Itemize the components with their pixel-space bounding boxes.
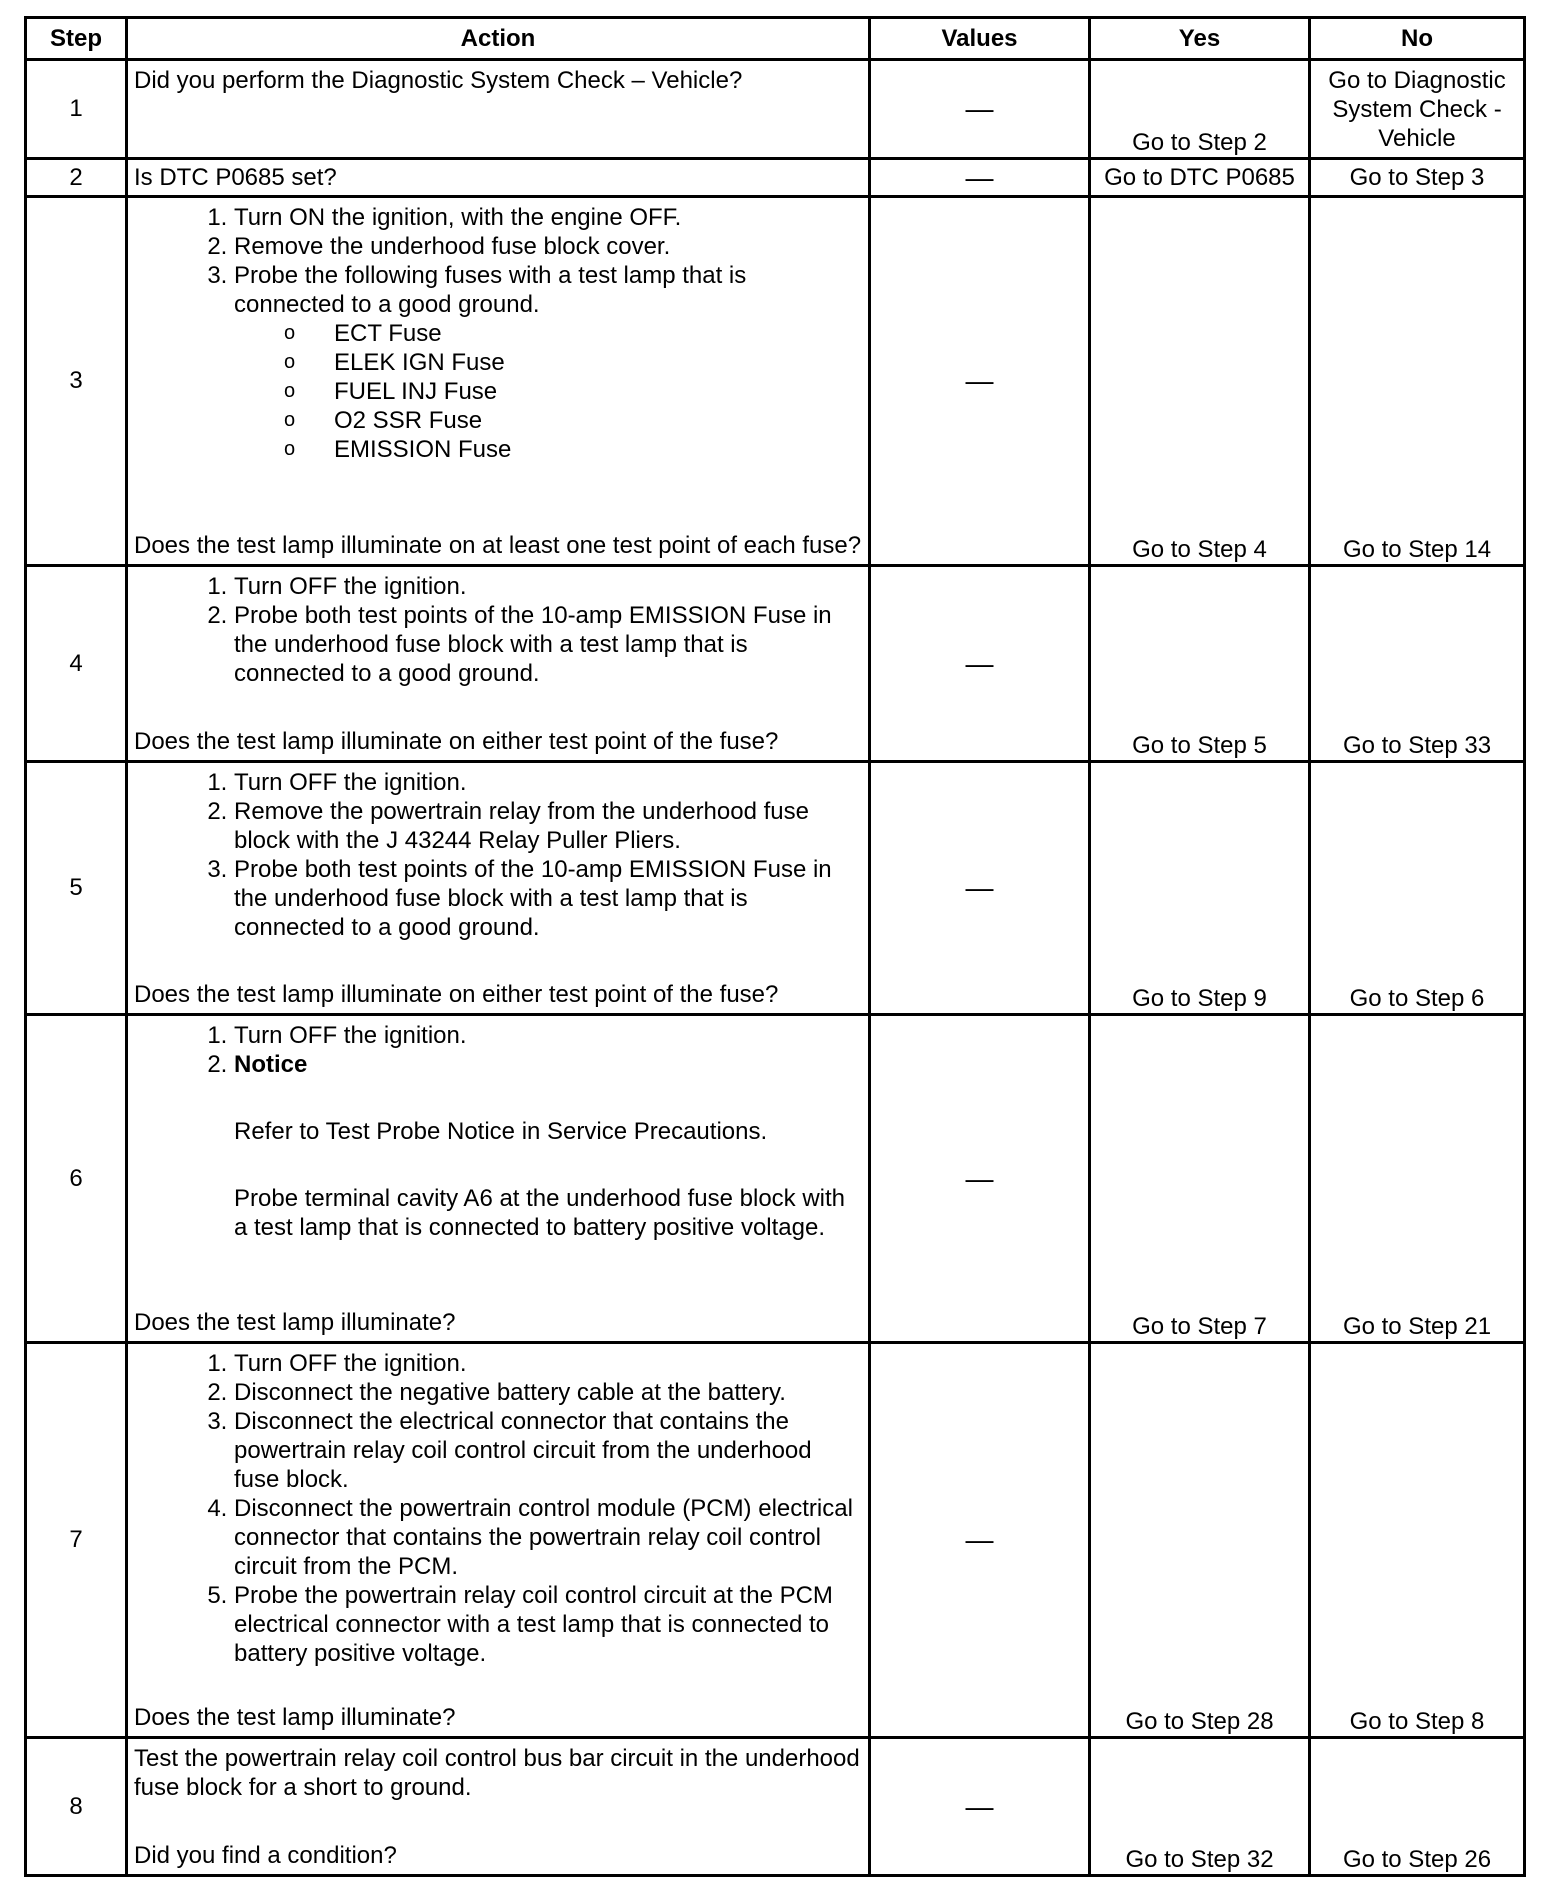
procedure-step: 4. Disconnect the powertrain control module (PCM) electrical connector that contains the powertrain relay coil control circuit from the PCM. (234, 1494, 862, 1581)
question-text: Does the test lamp illuminate on either test point of the fuse? (134, 728, 779, 755)
table-row-step-7 (26, 1343, 1525, 1738)
yes-cell: Go to Step 28 (1090, 1343, 1310, 1738)
values-cell: — (870, 1015, 1090, 1343)
no-cell: Go to Step 3 (1310, 159, 1525, 197)
no-cell: Go to Step 33 (1310, 566, 1525, 762)
step-number: 8 (26, 1738, 127, 1876)
fuse-name: FUEL INJ Fuse (334, 378, 498, 405)
procedure-step: 2. Remove the underhood fuse block cover. (234, 232, 862, 261)
fuse-item (284, 435, 862, 464)
header-action: Action (127, 18, 870, 60)
yes-cell: Go to Step 4 (1090, 197, 1310, 566)
procedure-step: 5. Probe the powertrain relay coil control circuit at the PCM electrical connector with a test lamp that is connected to battery positive voltage. (234, 1581, 862, 1668)
procedure-step: 2. Remove the powertrain relay from the underhood fuse block with the J 43244 Relay Puller Pliers. (234, 797, 862, 855)
step-number: 2 (26, 159, 127, 197)
procedure-list (134, 1021, 862, 1242)
step-number: 4 (26, 566, 127, 762)
no-line: Go to Diagnostic (1328, 66, 1506, 94)
instruction-text: Test the powertrain relay coil control bus bar circuit in the underhood fuse block for a short to ground. (134, 1745, 860, 1801)
no-cell: Go to Step 8 (1310, 1343, 1525, 1738)
notice-title: 2. Notice (234, 1051, 308, 1078)
table-row-step-2 (26, 159, 1525, 197)
step-number: 1 (26, 60, 127, 159)
circle-bullet-icon: o (284, 409, 296, 431)
question-text: Does the test lamp illuminate on at least one test point of each fuse? (134, 532, 862, 559)
procedure-list (134, 1349, 862, 1668)
question-text: Does the test lamp illuminate? (134, 1704, 456, 1731)
yes-cell: Go to Step 7 (1090, 1015, 1310, 1343)
procedure-step (234, 261, 862, 464)
values-cell: — (870, 762, 1090, 1015)
yes-cell: Go to Step 5 (1090, 566, 1310, 762)
notice-text: Refer to Test Probe Notice in Service Precautions. (234, 1118, 768, 1145)
procedure-step: 3. Disconnect the electrical connector that contains the powertrain relay coil control circuit from the underhood fuse block. (234, 1407, 862, 1494)
procedure-step: 1. Turn ON the ignition, with the engine OFF. (234, 203, 862, 232)
yes-cell: Go to Step 9 (1090, 762, 1310, 1015)
table-row-step-5 (26, 762, 1525, 1015)
values-cell: — (870, 159, 1090, 197)
yes-cell: Go to Step 2 (1090, 60, 1310, 159)
procedure-step: 2. Disconnect the negative battery cable at the battery. (234, 1378, 862, 1407)
no-line: Vehicle (1378, 124, 1456, 152)
fuse-name: O2 SSR Fuse (334, 407, 483, 434)
action-cell (127, 1015, 870, 1343)
action-cell (127, 60, 870, 159)
question-text: Did you find a condition? (134, 1842, 397, 1869)
question-text: Does the test lamp illuminate? (134, 1309, 456, 1336)
procedure-step (234, 1050, 862, 1242)
header-no: No (1310, 18, 1525, 60)
header-values: Values (870, 18, 1090, 60)
step-number: 7 (26, 1343, 127, 1738)
procedure-step-text: Probe the following fuses with a test lamp that is connected to a good ground. (234, 262, 747, 318)
no-cell: Go to Step 6 (1310, 762, 1525, 1015)
action-cell (127, 159, 870, 197)
values-cell: — (870, 1738, 1090, 1876)
diagnostic-table (24, 16, 1526, 1877)
fuse-name: ECT Fuse (334, 320, 442, 347)
action-cell (127, 762, 870, 1015)
no-cell (1310, 60, 1525, 159)
fuse-list (234, 319, 862, 464)
values-cell: — (870, 1343, 1090, 1738)
procedure-step: 2. Probe both test points of the 10-amp EMISSION Fuse in the underhood fuse block with a test lamp that is connected to a good ground. (234, 601, 862, 688)
no-cell: Go to Step 26 (1310, 1738, 1525, 1876)
circle-bullet-icon: o (284, 438, 296, 460)
action-cell (127, 1738, 870, 1876)
fuse-item (284, 406, 862, 435)
circle-bullet-icon: o (284, 322, 296, 344)
step-number: 6 (26, 1015, 127, 1343)
step-number: 3 (26, 197, 127, 566)
procedure-step: 1. Turn OFF the ignition. (234, 1021, 862, 1050)
question-text: Did you perform the Diagnostic System Check – Vehicle? (134, 67, 743, 94)
table-row-step-8 (26, 1738, 1525, 1876)
question-text: Is DTC P0685 set? (134, 163, 337, 191)
question-text: Does the test lamp illuminate on either test point of the fuse? (134, 981, 779, 1008)
circle-bullet-icon: o (284, 380, 296, 402)
procedure-list (134, 572, 862, 688)
yes-cell: Go to DTC P0685 (1090, 159, 1310, 197)
values-cell: — (870, 60, 1090, 159)
fuse-name: ELEK IGN Fuse (334, 349, 505, 376)
procedure-list (134, 203, 862, 464)
fuse-item (284, 319, 862, 348)
action-cell (127, 197, 870, 566)
procedure-list (134, 768, 862, 942)
step-number: 5 (26, 762, 127, 1015)
action-cell (127, 566, 870, 762)
values-cell: — (870, 197, 1090, 566)
procedure-step: 3. Probe both test points of the 10-amp EMISSION Fuse in the underhood fuse block with a test lamp that is connected to a good ground. (234, 855, 862, 942)
fuse-name: EMISSION Fuse (334, 436, 512, 463)
header-step: Step (26, 18, 127, 60)
procedure-step: 1. Turn OFF the ignition. (234, 768, 862, 797)
no-cell: Go to Step 21 (1310, 1015, 1525, 1343)
table-row-step-4 (26, 566, 1525, 762)
procedure-step: 1. Turn OFF the ignition. (234, 572, 862, 601)
header-row (26, 18, 1525, 60)
values-cell: — (870, 566, 1090, 762)
header-yes: Yes (1090, 18, 1310, 60)
table-row-step-3 (26, 197, 1525, 566)
probe-instruction: Probe terminal cavity A6 at the underhood fuse block with a test lamp that is connected to battery positive voltage. (234, 1185, 846, 1241)
procedure-step: 1. Turn OFF the ignition. (234, 1349, 862, 1378)
table-row-step-1 (26, 60, 1525, 159)
no-cell: Go to Step 14 (1310, 197, 1525, 566)
yes-cell: Go to Step 32 (1090, 1738, 1310, 1876)
fuse-item (284, 348, 862, 377)
no-line: System Check - (1332, 95, 1502, 123)
table-row-step-6 (26, 1015, 1525, 1343)
circle-bullet-icon: o (284, 351, 296, 373)
fuse-item (284, 377, 862, 406)
action-cell (127, 1343, 870, 1738)
